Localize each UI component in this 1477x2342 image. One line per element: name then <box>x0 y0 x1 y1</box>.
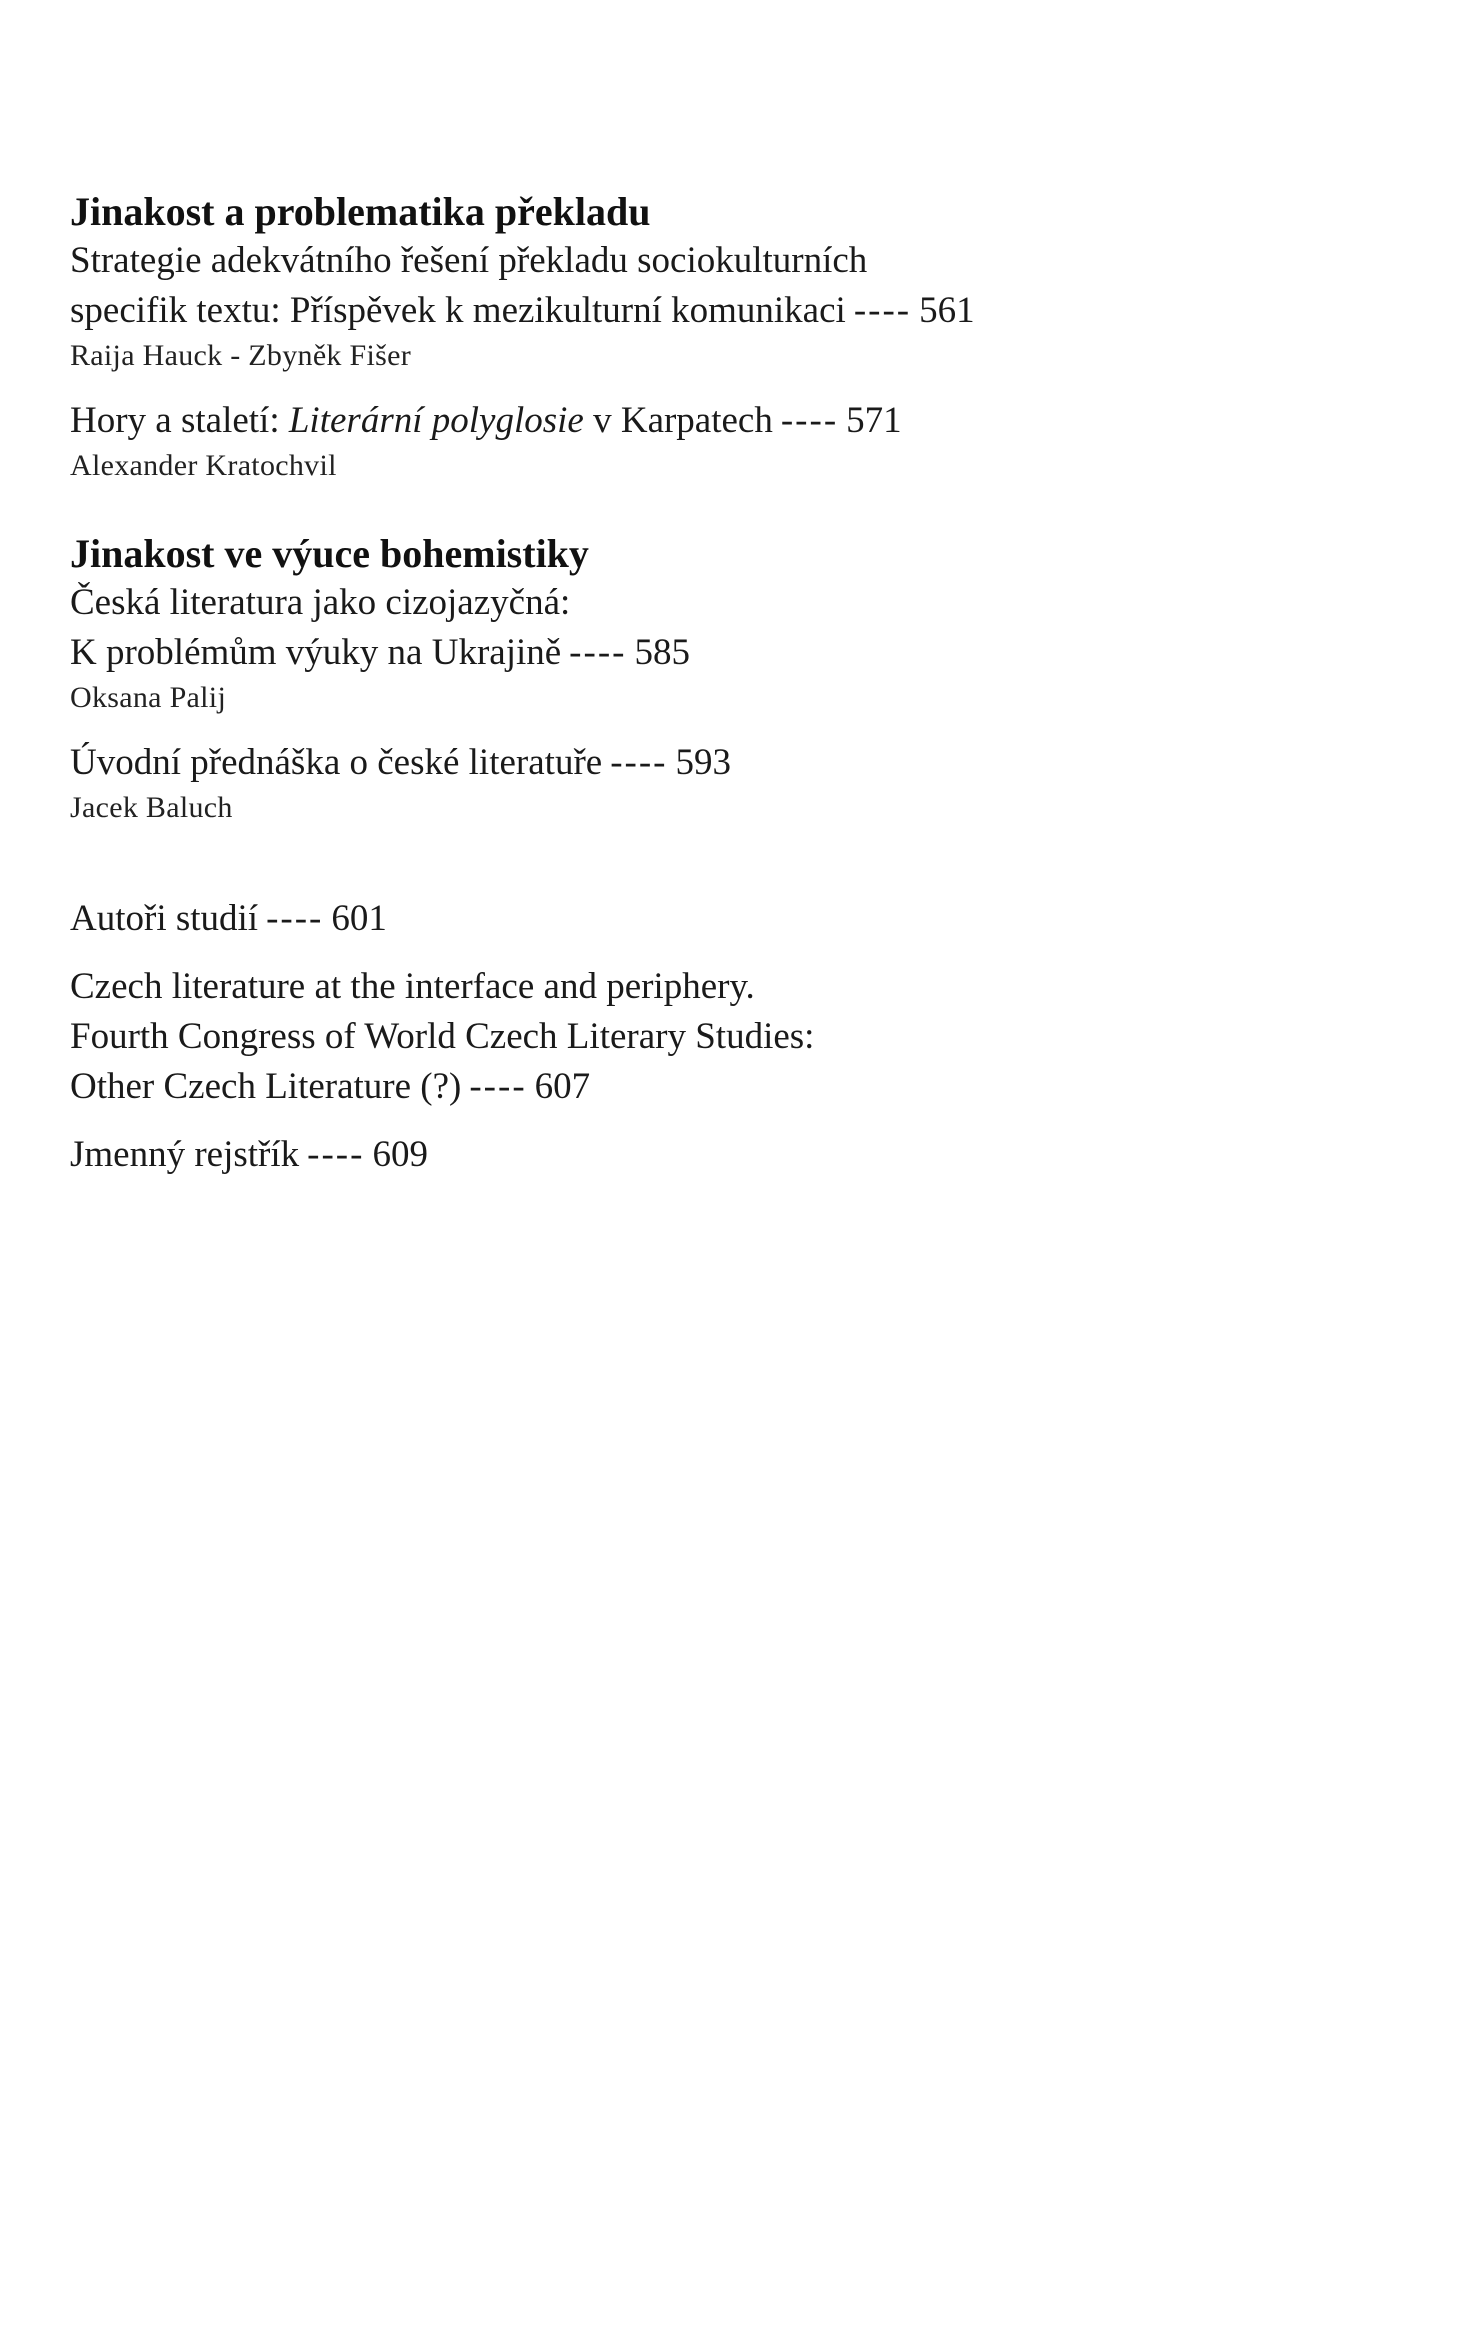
page-number: 571 <box>846 400 902 441</box>
entry-title-prefix: Hory a staletí: <box>70 400 289 441</box>
entry-title-line: K problémům výuky na Ukrajině <box>70 632 562 673</box>
entry-title <box>70 578 1310 628</box>
leader-dashes: ---- <box>469 1066 527 1107</box>
toc-section <box>70 188 1310 486</box>
entry-title <box>70 738 1310 788</box>
entry-title-suffix: v Karpatech <box>583 400 773 441</box>
entry-title <box>70 286 1310 336</box>
leader-dashes: ---- <box>853 290 912 331</box>
leader-dashes: ---- <box>610 742 668 783</box>
entry-title-line: Úvodní přednáška o české literatuře <box>70 742 603 783</box>
leader-dashes: ---- <box>780 400 839 441</box>
toc-section <box>70 530 1310 828</box>
leader-dashes: ---- <box>266 898 324 939</box>
entry-title-line: Jmenný rejstřík <box>70 1134 300 1175</box>
entry-title <box>70 1012 1310 1062</box>
page-number: 561 <box>919 290 975 331</box>
toc-entry <box>70 396 1310 486</box>
entry-title-line: Česká literatura jako cizojazyčná: <box>70 582 571 623</box>
entry-title <box>70 1062 1310 1112</box>
toc-entry <box>70 236 1310 376</box>
entry-title-line: Czech literature at the interface and periphery. <box>70 966 755 1007</box>
entry-title <box>70 396 1310 446</box>
toc-entry <box>70 738 1310 828</box>
section-heading: Jinakost a problematika překladu <box>70 189 651 234</box>
toc-entry <box>70 894 1310 944</box>
section-heading: Jinakost ve výuce bohemistiky <box>70 531 589 576</box>
toc-entry <box>70 578 1310 718</box>
page-number: 593 <box>675 742 731 783</box>
entry-title <box>70 236 1310 286</box>
entry-title-line: specifik textu: Příspěvek k mezikulturní komunikaci <box>70 290 846 331</box>
table-of-contents <box>70 188 1310 1180</box>
entry-title-line: Fourth Congress of World Czech Literary Studies: <box>70 1016 815 1057</box>
toc-standalone-entries <box>70 894 1310 1180</box>
page-number: 609 <box>372 1134 428 1175</box>
entry-author: Raija Hauck - Zbyněk Fišer <box>70 339 412 372</box>
entry-title <box>70 1130 1310 1180</box>
page-number: 601 <box>331 898 387 939</box>
entry-title-italic: Literární polyglosie <box>288 400 584 441</box>
entry-title <box>70 962 1310 1012</box>
entry-title-line: Other Czech Literature (?) <box>70 1066 462 1107</box>
page-number: 607 <box>534 1066 591 1107</box>
entry-author: Oksana Palij <box>70 681 227 714</box>
toc-entry <box>70 1130 1310 1180</box>
entry-title <box>70 628 1310 678</box>
entry-author: Jacek Baluch <box>70 791 233 824</box>
toc-entry <box>70 962 1310 1112</box>
page-number: 585 <box>634 632 690 673</box>
entry-author: Alexander Kratochvil <box>70 449 337 482</box>
leader-dashes: ---- <box>569 632 627 673</box>
entry-title <box>70 894 1310 944</box>
entry-title-line: Autoři studií <box>70 898 259 939</box>
entry-title-line: Strategie adekvátního řešení překladu sociokulturních <box>70 240 868 281</box>
leader-dashes: ---- <box>307 1134 365 1175</box>
